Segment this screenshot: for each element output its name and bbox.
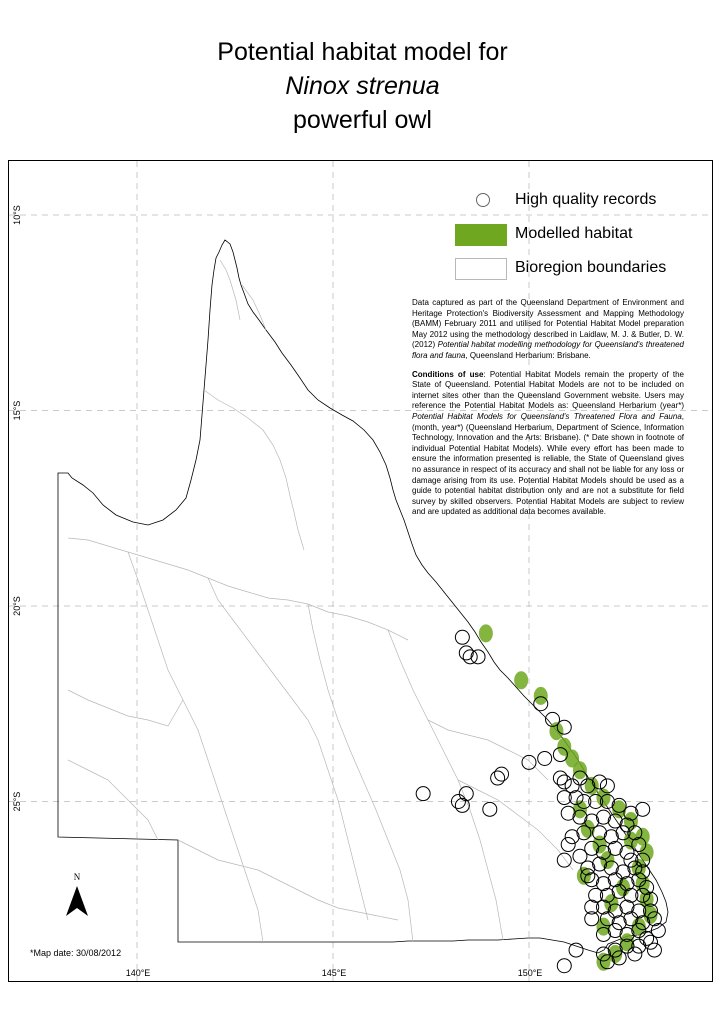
lat-label-15: 15°S: [12, 400, 22, 421]
source-text-b: , Queensland Herbarium: Brisbane.: [465, 350, 591, 360]
conditions-text-b: , (month, year*) (Queensland Herbarium, Department of Science, Information Technology, Innovation and the Arts: Brisbane). (* Date shown in footnote of individual Potential Habitat Models). While every effort has been made to ensure the information presented is reliable, the State of Queensland gives no assurance in respect of its accuracy and shall not be liable for any loss or damage arising from its use. Potential Habitat Models should be used as a guide to potential habitat distribution only and are not a substitute for field survey by skilled observers. Potential Habitat Models are subject to review and are updated as additional data becomes available.: [412, 411, 684, 517]
legend-label-habitat: Modelled habitat: [515, 225, 633, 242]
conditions-heading: Conditions of use: [412, 369, 484, 379]
title-species-name: Ninox strenua: [285, 72, 440, 100]
lon-label-145: 145°E: [321, 968, 347, 978]
map-panel: [8, 160, 713, 982]
habitat-patch: [616, 879, 630, 897]
conditions-text-italic: Potential Habitat Models for Queensland's Threatened Flora and Fauna: [412, 411, 682, 421]
habitat-patch: [573, 761, 587, 779]
habitat-patch: [640, 843, 654, 861]
habitat-patch: [636, 828, 650, 846]
boundary-swatch: [455, 258, 507, 280]
north-arrow-icon: [62, 886, 92, 918]
title-line-1: Potential habitat model for: [217, 38, 508, 66]
lon-label-140: 140°E: [125, 968, 151, 978]
legend-label-boundaries: Bioregion boundaries: [515, 259, 667, 276]
habitat-swatch: [455, 224, 507, 246]
map-canvas: [8, 160, 713, 982]
open-circle-icon: [473, 190, 493, 210]
conditions-paragraph: [412, 370, 684, 518]
lat-label-20: 20°S: [12, 596, 22, 616]
legend-label-records: High quality records: [515, 191, 657, 208]
title-common-name: powerful owl: [293, 106, 432, 134]
habitat-patch: [479, 624, 493, 642]
lat-label-10: 10°S: [12, 205, 22, 225]
source-text-italic: Potential habitat modelling methodology for Queensland's threatened flora and fauna: [412, 340, 684, 360]
lat-label-25: 25°S: [12, 791, 22, 812]
data-source-paragraph: [412, 298, 684, 362]
north-arrow: [62, 872, 92, 920]
lon-label-150: 150°E: [517, 968, 543, 978]
data-disclaimer: [412, 298, 684, 526]
north-label: N: [73, 872, 81, 882]
habitat-patch: [514, 671, 528, 689]
habitat-patch: [604, 894, 618, 912]
habitat-patch: [534, 687, 548, 705]
map-date: *Map date: 30/08/2012: [30, 948, 122, 958]
habitat-patch: [600, 851, 614, 869]
source-text-a: Data captured as part of the Queensland Department of Environment and Heritage Protection's Biodiversity Assessment and Mapping Methodology (BAMM) February 2011 and utilised for Potential Habitat Model preparation May 2012 using the methodology described in Laidlaw, M. J. & Butler, D. W. (2012): [412, 298, 684, 350]
conditions-text-a: : Potential Habitat Models remain the property of the State of Queensland. Potential Habitat Models are not to be included on internet sites other than the Queensland Government website. Users may reference the Potential Habitat Models as: Queensland Herbarium (year*): [412, 369, 684, 411]
